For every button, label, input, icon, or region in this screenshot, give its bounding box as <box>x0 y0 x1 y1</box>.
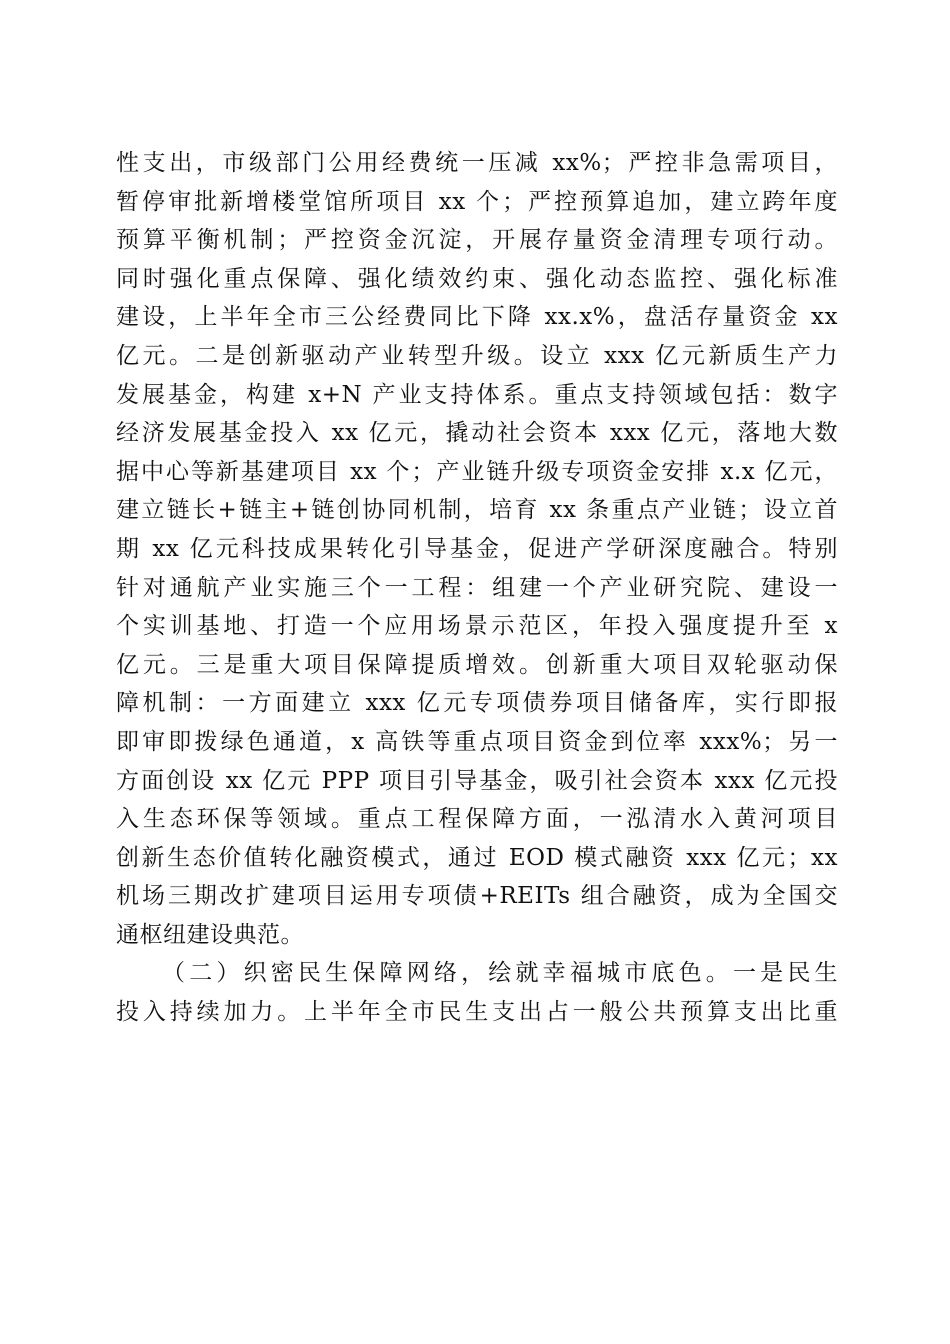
text-line: 入生态环保等领域。重点工程保障方面，一泓清水入黄河项目 <box>116 806 838 833</box>
body-text <box>116 144 838 1032</box>
text-line: 亿元。三是重大项目保障提质增效。创新重大项目双轮驱动保 <box>116 651 838 678</box>
text-line: 障机制：一方面建立 xxx 亿元专项债券项目储备库，实行即报 <box>116 690 838 717</box>
text-line: 机场三期改扩建项目运用专项债+REITs 组合融资，成为全国交 <box>116 883 838 910</box>
text-line: 性支出，市级部门公用经费统一压减 xx%；严控非急需项目， <box>116 150 838 176</box>
text-line: 个实训基地、打造一个应用场景示范区，年投入强度提升至 x <box>116 613 838 640</box>
text-line: 亿元。二是创新驱动产业转型升级。设立 xxx 亿元新质生产力 <box>116 342 838 369</box>
text-line: 据中心等新基建项目 xx 个；产业链升级专项资金安排 x.x 亿元， <box>116 458 838 485</box>
text-line: 即审即拨绿色通道，x 高铁等重点项目资金到位率 xxx%；另一 <box>116 728 838 755</box>
section-heading-line: （二）织密民生保障网络，绘就幸福城市底色。一是民生 <box>162 960 838 987</box>
text-line: 针对通航产业实施三个一工程：组建一个产业研究院、建设一 <box>116 574 838 601</box>
text-line: 创新生态价值转化融资模式，通过 EOD 模式融资 xxx 亿元；xx <box>116 844 838 871</box>
text-line: 期 xx 亿元科技成果转化引导基金，促进产学研深度融合。特别 <box>116 535 838 562</box>
text-line: 经济发展基金投入 xx 亿元，撬动社会资本 xxx 亿元，落地大数 <box>116 420 838 447</box>
text-line: 通枢纽建设典范。 <box>116 921 304 948</box>
text-line: 建设，上半年全市三公经费同比下降 xx.x%，盘活存量资金 xx <box>116 304 838 331</box>
text-line: 建立链长+链主+链创协同机制，培育 xx 条重点产业链；设立首 <box>116 497 838 524</box>
text-line: 暂停审批新增楼堂馆所项目 xx 个；严控预算追加，建立跨年度 <box>116 188 838 215</box>
text-line: 投入持续加力。上半年全市民生支出占一般公共预算支出比重 <box>116 999 838 1026</box>
text-line: 发展基金，构建 x+N 产业支持体系。重点支持领域包括：数字 <box>116 381 838 408</box>
text-line: 方面创设 xx 亿元 PPP 项目引导基金，吸引社会资本 xxx 亿元投 <box>116 767 838 794</box>
text-line: 同时强化重点保障、强化绩效约束、强化动态监控、强化标准 <box>116 265 838 292</box>
text-line: 预算平衡机制；严控资金沉淀，开展存量资金清理专项行动。 <box>116 227 838 254</box>
